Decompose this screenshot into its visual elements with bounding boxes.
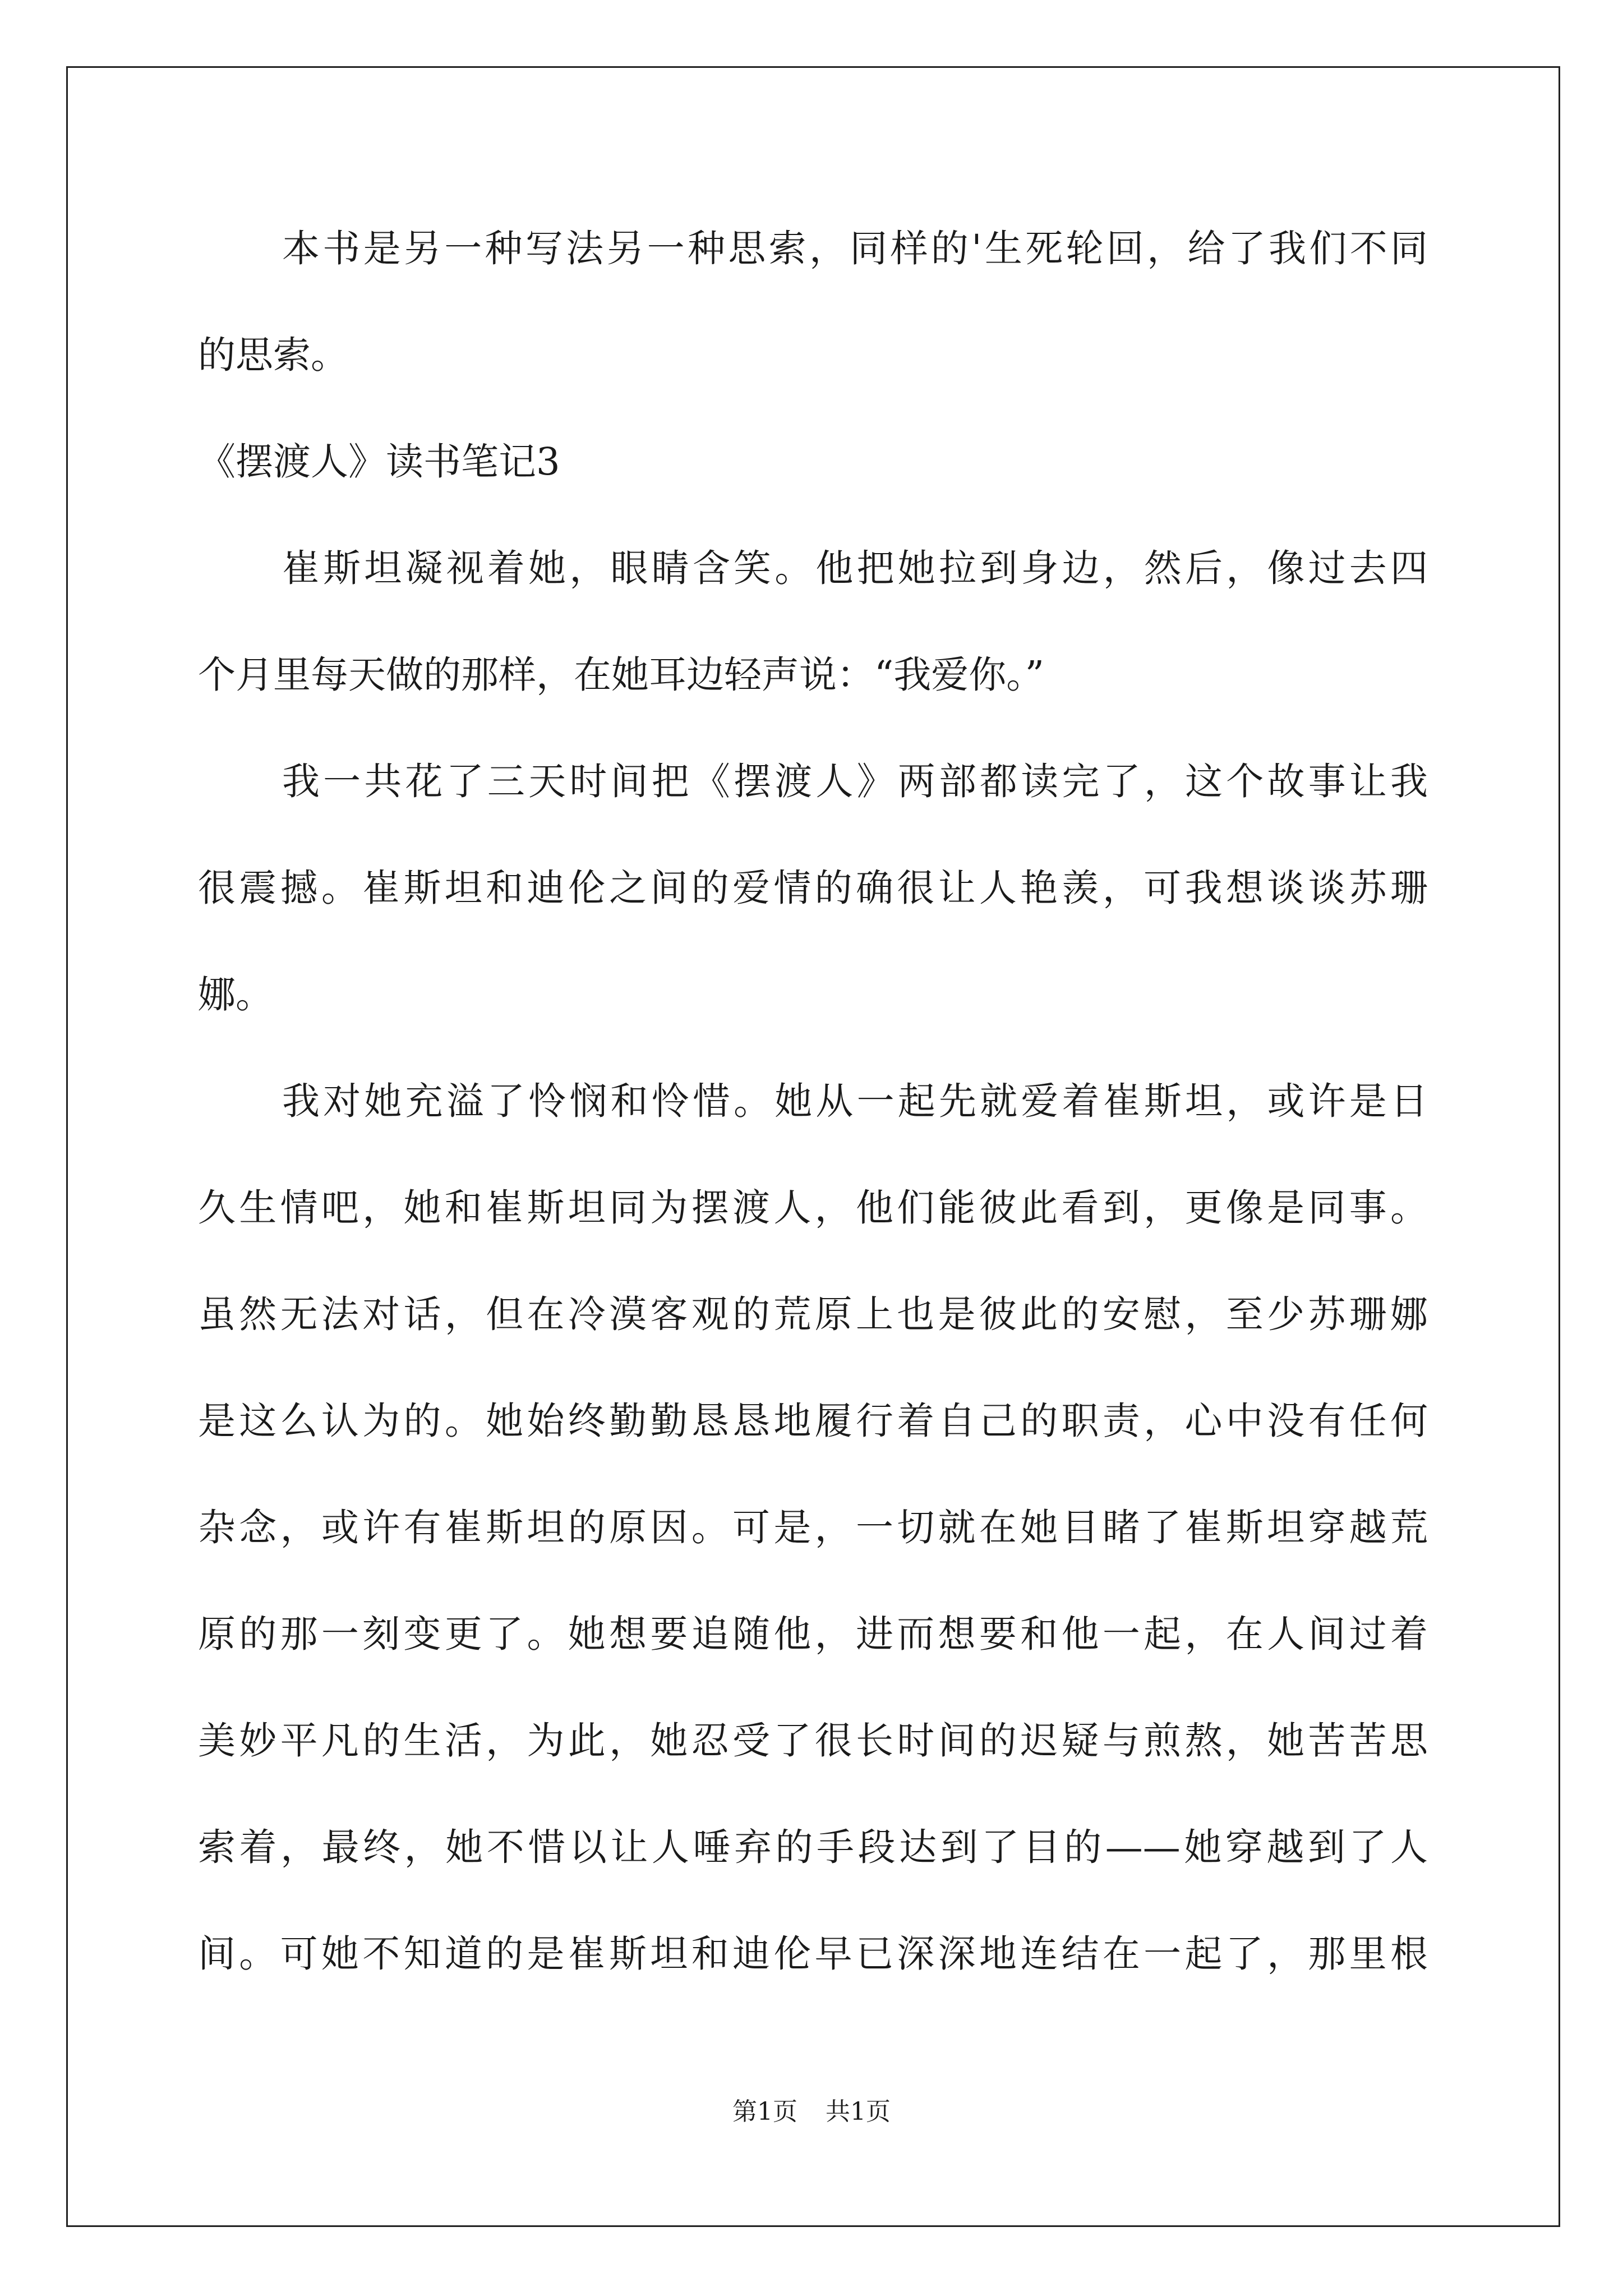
text-line: 我对她充溢了怜悯和怜惜。她从一起先就爱着崔斯坦，或许是日 [282, 1079, 1428, 1123]
text-line: 崔斯坦凝视着她，眼睛含笑。他把她拉到身边，然后，像过去四 [282, 546, 1428, 590]
text-line: 间。可她不知道的是崔斯坦和迪伦早已深深地连结在一起了，那里根 [198, 1932, 1428, 1976]
text-line: 的思索。 [198, 333, 348, 377]
text-line: 我一共花了三天时间把《摆渡人》两部都读完了，这个故事让我 [282, 760, 1428, 803]
text-line: 很震撼。崔斯坦和迪伦之间的爱情的确很让人艳羡，可我想谈谈苏珊 [198, 866, 1428, 910]
text-line: 娜。 [198, 973, 273, 1016]
text-line: 个月里每天做的那样，在她耳边轻声说：“我爱你。” [198, 653, 1045, 697]
text-line: 本书是另一种写法另一种思索，同样的'生死轮回，给了我们不同 [282, 227, 1428, 270]
page-number-current: 第1页 [732, 2097, 797, 2126]
text-line: 原的那一刻变更了。她想要追随他，进而想要和他一起，在人间过着 [198, 1612, 1428, 1656]
text-line: 索着，最终，她不惜以让人唾弃的手段达到了目的——她穿越到了人 [198, 1825, 1428, 1869]
page-footer [0, 2095, 1623, 2129]
text-line: 虽然无法对话，但在冷漠客观的荒原上也是彼此的安慰，至少苏珊娜 [198, 1292, 1428, 1336]
page-number-total: 共1页 [826, 2097, 891, 2126]
text-line: 久生情吧，她和崔斯坦同为摆渡人，他们能彼此看到，更像是同事。 [198, 1186, 1428, 1230]
text-line: 是这么认为的。她始终勤勤恳恳地履行着自己的职责，心中没有任何 [198, 1399, 1428, 1443]
section-heading: 《摆渡人》读书笔记3 [198, 440, 560, 484]
text-line: 杂念，或许有崔斯坦的原因。可是，一切就在她目睹了崔斯坦穿越荒 [198, 1506, 1428, 1549]
page-border [66, 66, 1560, 2227]
text-line: 美妙平凡的生活，为此，她忍受了很长时间的迟疑与煎熬，她苦苦思 [198, 1719, 1428, 1763]
